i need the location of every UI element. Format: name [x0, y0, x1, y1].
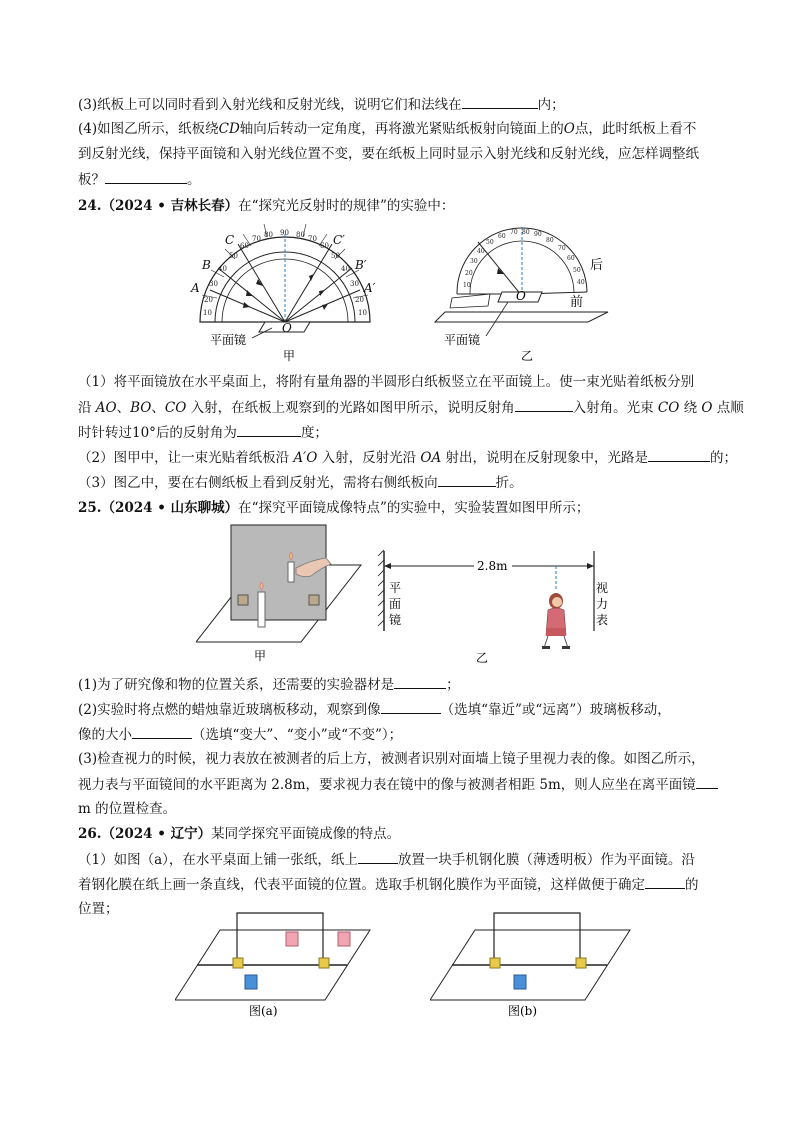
answer-blank[interactable] [105, 169, 187, 184]
q23-part4-line3: 板？ 。 [78, 169, 201, 190]
q25-part1: (1)为了研究像和物的位置关系，还需要的实验器材是 ； [78, 674, 460, 695]
answer-blank[interactable] [132, 724, 192, 739]
svg-text:2.8m: 2.8m [477, 559, 508, 573]
svg-text:乙: 乙 [521, 349, 534, 362]
svg-text:80: 80 [264, 231, 273, 239]
q25-part3-line3: m 的位置检查。 [78, 801, 177, 817]
svg-text:90: 90 [534, 231, 542, 238]
q25-header: 25.（2024 • 山东聊城）在“探究平面镜成像特点”的实验中，实验装置如图甲所示； [78, 500, 590, 516]
svg-text:50: 50 [486, 239, 494, 246]
svg-text:40: 40 [577, 279, 585, 286]
answer-blank[interactable] [648, 447, 710, 462]
answer-blank[interactable] [645, 874, 685, 889]
q26-part1-line2: 着钢化膜在纸上画一条直线，代表平面镜的位置。选取手机钢化膜作为平面镜，这样做便于确定 的 [78, 874, 699, 895]
svg-text:O: O [516, 289, 526, 303]
svg-text:C: C [225, 233, 235, 247]
svg-text:20: 20 [465, 270, 473, 277]
figure-b-clips-setup [430, 910, 640, 1025]
svg-text:70: 70 [510, 229, 518, 236]
figure-a-clips-setup [175, 910, 375, 1025]
q23-part4-line2: 到反射光线，保持平面镜和入射光线位置不变，要在纸板上同时显示入射光线和反射光线，应怎样调整纸 [78, 146, 699, 162]
svg-text:30: 30 [350, 280, 359, 288]
candle-setup-figure-jia [196, 520, 376, 670]
q24-part2: （2）图甲中，让一束光贴着纸板沿 A′O 入射，反射光沿 OA 射出，说明在反射现象中，光路是 的； [78, 447, 737, 468]
q24-part3: （3）图乙中，要在右侧纸板上看到反射光，需将右侧纸板向 折。 [78, 472, 523, 493]
svg-text:A′: A′ [364, 281, 376, 295]
svg-text:70: 70 [558, 245, 566, 252]
svg-text:50: 50 [331, 252, 340, 260]
q23-part4-line1: (4)如图乙所示，纸板绕CD轴向后转动一定角度，再将激光紧贴纸板射向镜面上的O点，此时纸板上看不 [78, 121, 697, 137]
answer-blank[interactable] [358, 849, 398, 864]
svg-text:B: B [202, 258, 211, 272]
svg-text:40: 40 [477, 248, 485, 255]
q23-part3: (3)纸板上可以同时看到入射光线和反射光线，说明它们和法线在 内； [78, 94, 565, 115]
svg-text:60: 60 [240, 242, 249, 250]
svg-text:50: 50 [573, 267, 581, 274]
q26-part1-line1: （1）如图（a），在水平桌面上铺一张纸，纸上 放置一块手机钢化膜（薄透明板）作为平面镜。沿 [78, 849, 695, 870]
svg-text:表: 表 [596, 613, 608, 627]
q25-part2-line2: 像的大小 （选填“变大”、“变小”或“不变”）； [78, 724, 402, 745]
svg-text:90: 90 [280, 229, 289, 237]
svg-text:70: 70 [308, 235, 317, 243]
svg-text:80: 80 [546, 237, 554, 244]
svg-text:O: O [282, 321, 292, 335]
q24-part1-line3: 时针转过10°后的反射角为 度； [78, 422, 328, 443]
svg-text:甲: 甲 [283, 349, 296, 362]
svg-text:60: 60 [498, 233, 506, 240]
svg-text:10: 10 [463, 282, 471, 289]
q24-part1-line1: （1）将平面镜放在水平桌面上，将附有量角器的半圆形白纸板竖立在平面镜上。使一束光贴着纸板分别 [78, 374, 695, 390]
q26-header: 26.（2024 • 辽宁）某同学探究平面镜成像的特点。 [78, 826, 401, 842]
svg-text:C′: C′ [333, 233, 345, 247]
svg-text:50: 50 [229, 252, 238, 260]
svg-text:40: 40 [341, 265, 350, 273]
vision-test-figure-yi [376, 546, 608, 666]
answer-blank[interactable] [696, 774, 718, 789]
answer-blank[interactable] [515, 397, 573, 412]
svg-text:后: 后 [590, 258, 604, 273]
svg-text:60: 60 [567, 255, 575, 262]
svg-text:80: 80 [296, 231, 305, 239]
svg-text:前: 前 [570, 295, 584, 310]
q25-part3-line1: (3)检查视力的时候，视力表放在被测者的后上方，被测者识别对面墙上镜子里视力表的像。如图乙所示， [78, 751, 705, 767]
q25-part3-line2: 视力表与平面镜间的水平距离为 2.8m，要求视力表在镜中的像与被测者相距 5m，则人应坐在离平面镜 [78, 774, 718, 795]
svg-text:视: 视 [596, 581, 608, 595]
svg-text:甲: 甲 [254, 649, 267, 663]
answer-blank[interactable] [394, 674, 446, 689]
svg-text:平: 平 [389, 581, 402, 595]
svg-text:30: 30 [470, 258, 478, 265]
q24-part1-line2: 沿 AO、BO、CO 入射，在纸板上观察到的光路如图甲所示，说明反射角 入射角。光束 CO 绕 O 点顺 [78, 397, 744, 418]
svg-text:图(a): 图(a) [249, 1004, 278, 1018]
answer-blank[interactable] [438, 472, 496, 487]
svg-text:力: 力 [596, 597, 608, 611]
q24-header: 24.（2024 • 吉林长春）在“探究光反射时的规律”的实验中： [78, 198, 455, 214]
svg-text:镜: 镜 [389, 613, 402, 627]
q26-part1-line3: 位置； [78, 901, 119, 917]
seated-person-icon [542, 593, 570, 649]
bent-board-figure-yi [430, 222, 620, 362]
svg-text:图(b): 图(b) [508, 1004, 538, 1018]
q25-part2-line1: (2)实验时将点燃的蜡烛靠近玻璃板移动，观察到像 （选填“靠近”或“远离”）玻璃板移动， [78, 699, 671, 720]
answer-blank[interactable] [462, 94, 538, 109]
protractor-figure-jia [180, 222, 390, 362]
answer-blank[interactable] [237, 422, 301, 437]
svg-text:10: 10 [358, 309, 367, 317]
svg-text:60: 60 [320, 242, 329, 250]
svg-text:10: 10 [203, 309, 212, 317]
svg-text:面: 面 [389, 597, 402, 611]
svg-text:30: 30 [209, 280, 218, 288]
svg-text:平面镜: 平面镜 [210, 333, 247, 347]
svg-text:20: 20 [204, 296, 213, 304]
svg-text:平面镜: 平面镜 [444, 333, 481, 347]
svg-text:乙: 乙 [476, 651, 489, 665]
svg-text:20: 20 [355, 296, 364, 304]
svg-text:70: 70 [252, 235, 261, 243]
svg-text:40: 40 [218, 265, 227, 273]
svg-text:B′: B′ [355, 258, 367, 272]
svg-text:80: 80 [522, 229, 530, 236]
answer-blank[interactable] [381, 699, 441, 714]
svg-text:A: A [191, 281, 200, 295]
